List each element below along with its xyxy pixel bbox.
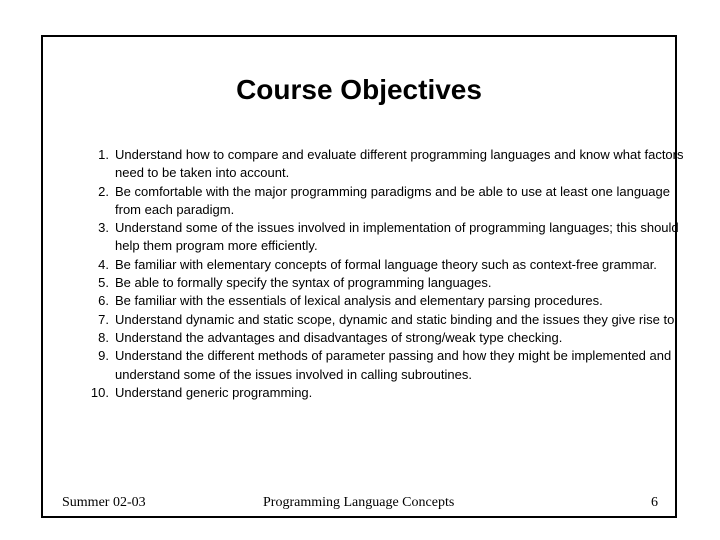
- footer-date: Summer 02-03: [62, 495, 146, 510]
- objective-text: Be familiar with the essentials of lexical analysis and elementary parsing procedures.: [115, 293, 603, 309]
- objective-item: [85, 329, 685, 347]
- objective-number: 3.: [98, 220, 109, 236]
- objective-item: [85, 183, 685, 220]
- objective-text: Understand how to compare and evaluate different programming languages and know what factors need to be taken into account.: [115, 147, 684, 181]
- objective-number: 6.: [98, 293, 109, 309]
- objective-item: [85, 384, 685, 402]
- objective-item: [85, 311, 685, 329]
- objective-text: Understand the advantages and disadvantages of strong/weak type checking.: [115, 329, 563, 345]
- footer-course-title: Programming Language Concepts: [263, 495, 455, 510]
- objective-text: Be familiar with elementary concepts of formal language theory such as context-free grammar.: [115, 256, 657, 272]
- objective-number: 7.: [98, 311, 109, 327]
- objective-item: [85, 274, 685, 292]
- objective-item: [85, 347, 685, 384]
- slide-title-text: Course Objectives: [236, 74, 482, 105]
- objective-text: Understand dynamic and static scope, dynamic and static binding and the issues they give rise to.: [115, 311, 678, 327]
- objective-number: 10.: [90, 384, 109, 400]
- objective-number: 2.: [98, 183, 109, 199]
- objective-text: Understand the different methods of parameter passing and how they might be implemented and understand some of the issues involved in calling subroutines.: [115, 348, 672, 382]
- objectives-list: [85, 146, 685, 402]
- footer-page-number: 6: [651, 495, 658, 510]
- objective-item: [85, 256, 685, 274]
- objective-number: 5.: [98, 275, 109, 291]
- objective-number: 1.: [98, 147, 109, 162]
- objective-text: Be comfortable with the major programming paradigms and be able to use at least one language from each paradigm.: [115, 183, 670, 217]
- objective-item: [85, 146, 685, 183]
- objective-text: Understand generic programming.: [115, 384, 313, 400]
- slide-title: [0, 74, 720, 106]
- objective-text: Be able to formally specify the syntax of programming languages.: [115, 275, 492, 291]
- objective-number: 8.: [98, 329, 109, 345]
- objective-item: [85, 292, 685, 310]
- objective-text: Understand some of the issues involved in implementation of programming languages; this should help them program more efficiently.: [115, 220, 679, 254]
- objective-number: 9.: [98, 348, 109, 364]
- objective-number: 4.: [98, 256, 109, 272]
- objective-item: [85, 219, 685, 256]
